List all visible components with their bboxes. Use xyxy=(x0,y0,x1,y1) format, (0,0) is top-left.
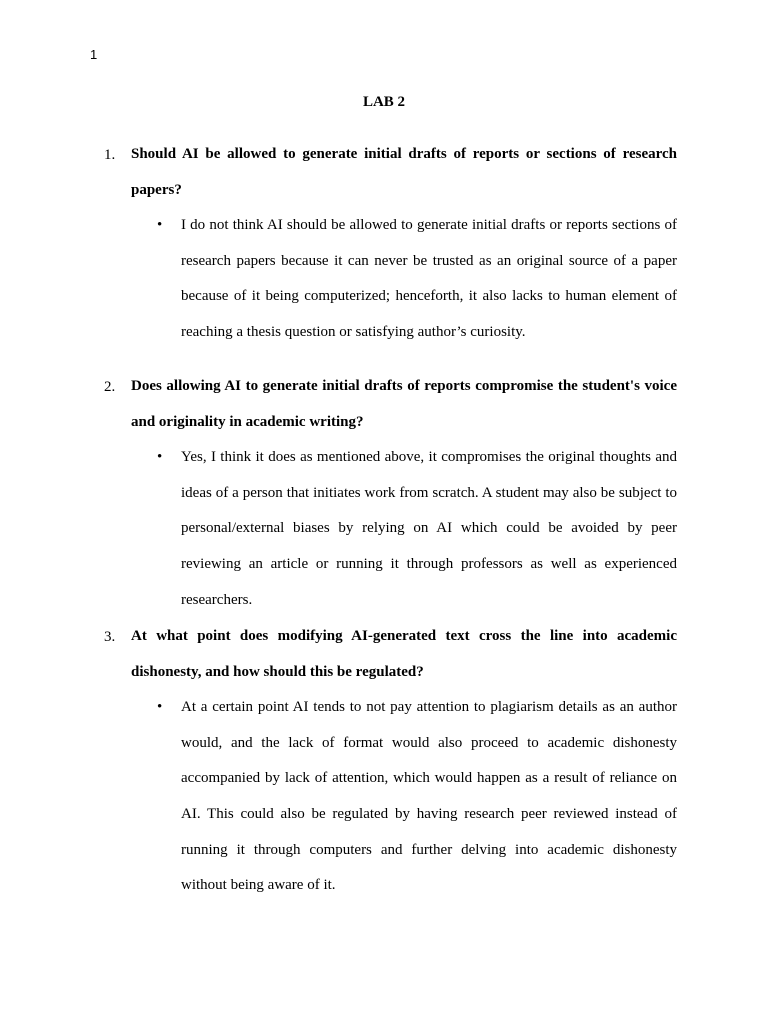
question-2 xyxy=(104,369,677,618)
answer-item xyxy=(157,440,677,618)
page-number: 1 xyxy=(90,47,98,62)
bullet-icon: • xyxy=(157,699,163,716)
question-text: At what point does modifying AI-generated text cross the line into academic dishonesty, and how should this be regulated? xyxy=(131,628,677,680)
answer-text: Yes, I think it does as mentioned above, it compromises the original thoughts and ideas of a person that initiates work from scratch. A student may also be subject to personal/external biases by relying on AI which could be avoided by peer reviewing an article or running it through professors as well as experienced researchers. xyxy=(181,449,677,608)
answer-text: At a certain point AI tends to not pay attention to plagiarism details as an author would, and the lack of format would also proceed to academic dishonesty accompanied by lack of attention, which would happen as a result of reliance on AI. This could also be regulated by having research peer reviewed instead of running it through computers and further delving into academic dishonesty without being aware of it. xyxy=(181,699,677,894)
question-1 xyxy=(104,137,677,351)
answer-item xyxy=(157,690,677,904)
question-text: Does allowing AI to generate initial drafts of reports compromise the student's voice and originality in academic writing? xyxy=(131,378,677,430)
document-title: LAB 2 xyxy=(362,94,406,110)
bullet-icon: • xyxy=(157,449,163,466)
question-number: 3. xyxy=(104,629,116,645)
answer-text: I do not think AI should be allowed to generate initial drafts or reports sections of research papers because it can never be trusted as an original source of a paper because of it being computerized; henceforth, it also lacks to human element of reaching a thesis question or satisfying author’s curiosity. xyxy=(181,217,677,340)
bullet-icon: • xyxy=(157,217,163,234)
question-text: Should AI be allowed to generate initial drafts of reports or sections of research papers? xyxy=(131,146,677,198)
question-number: 1. xyxy=(104,147,116,163)
question-3 xyxy=(104,619,677,904)
question-number: 2. xyxy=(104,379,116,395)
answer-item xyxy=(157,208,677,350)
